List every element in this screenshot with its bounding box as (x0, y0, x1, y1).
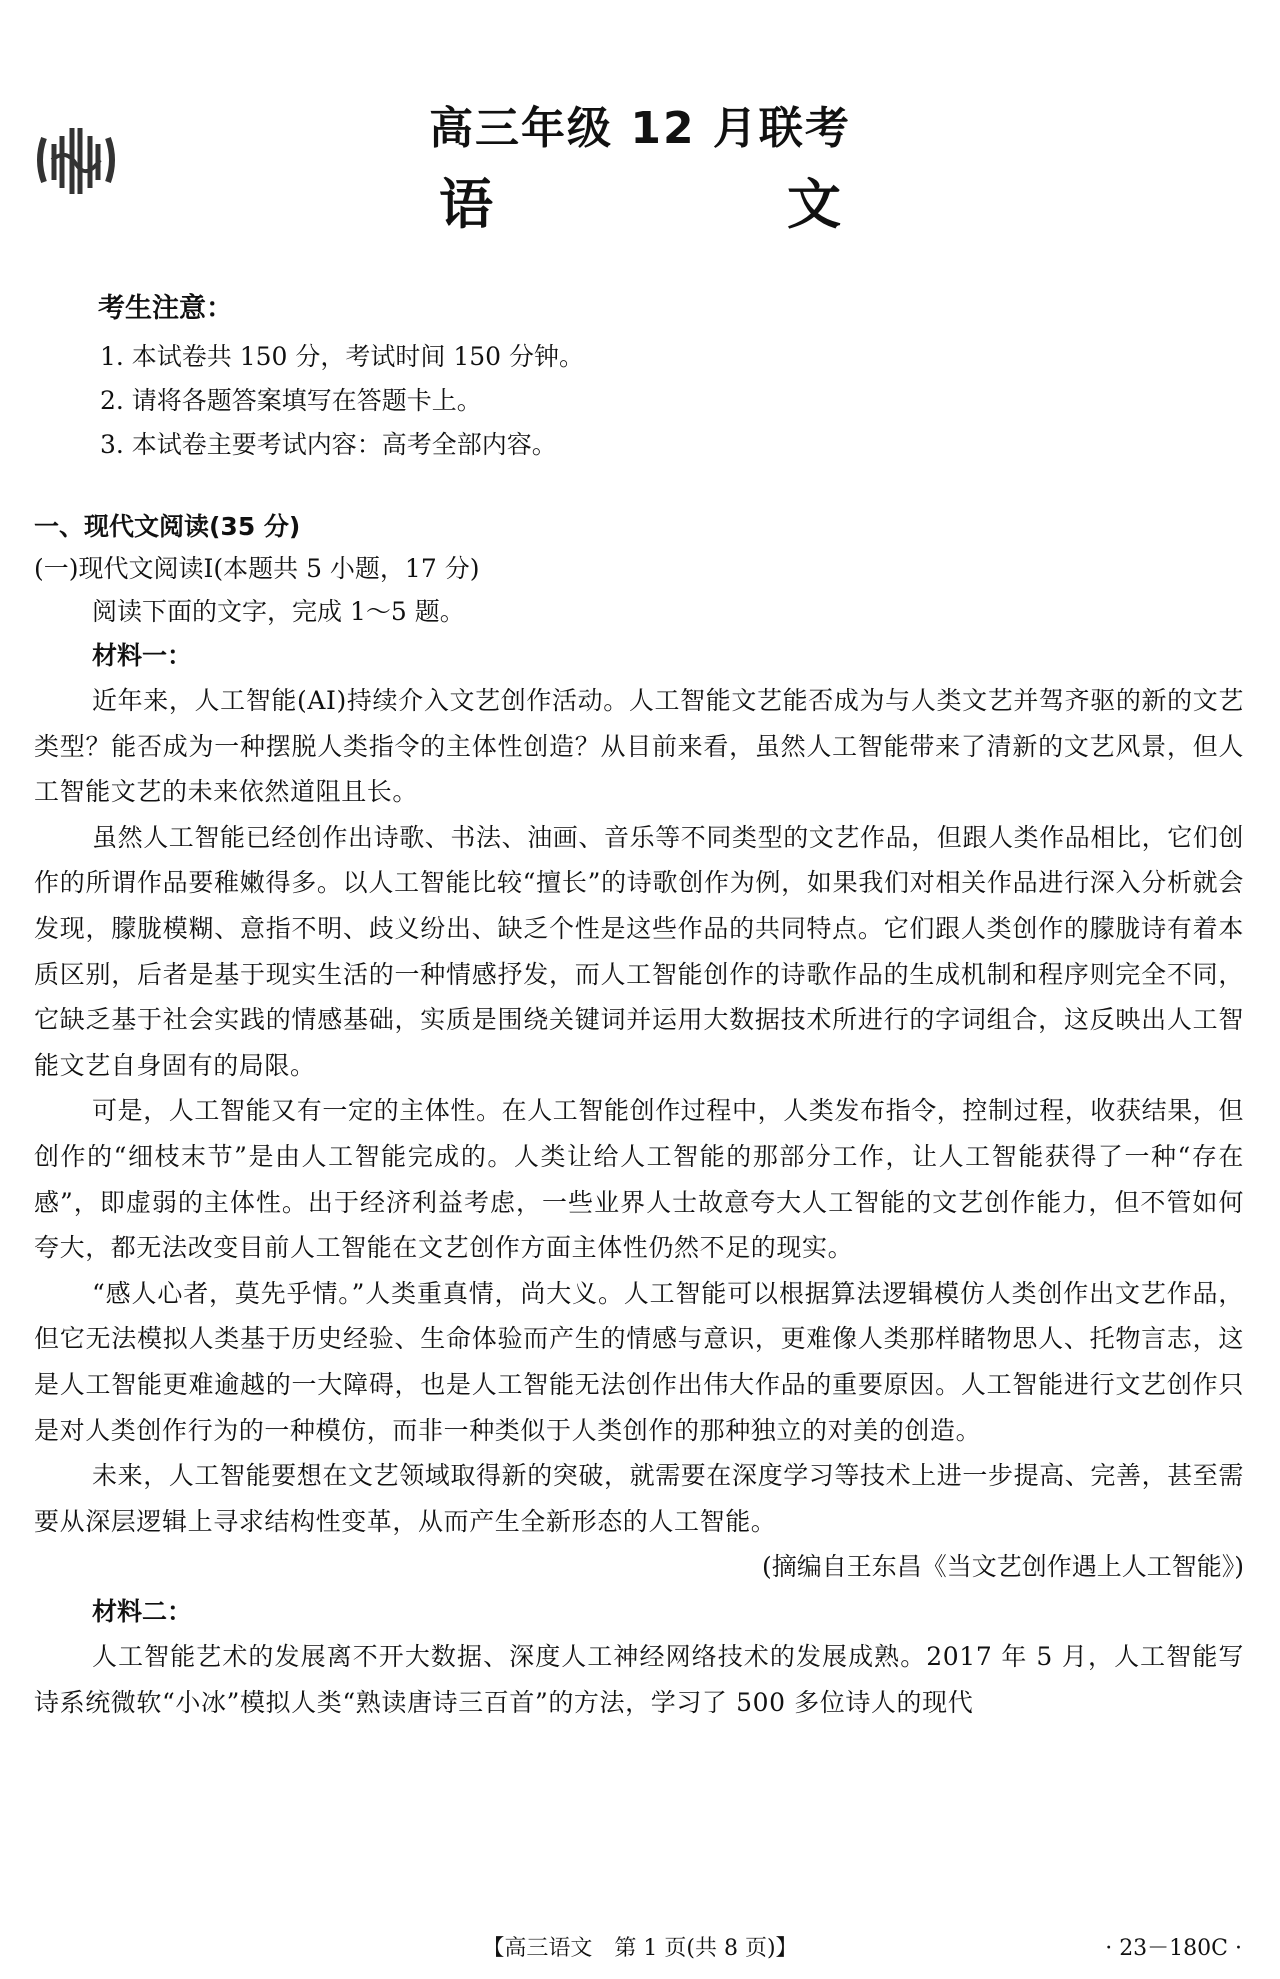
reading-section (34, 506, 1244, 1725)
exam-code: · 23－180C · (1105, 1936, 1242, 1961)
material-one-paragraph: “感人心者，莫先乎情。”人类重真情，尚大义。人工智能可以根据算法逻辑模仿人类创作出文艺作品，但它无法模拟人类基于历史经验、生命体验而产生的情感与意识，更难像人类那样睹物思人、托物言志，这是人工智能更难逾越的一大障碍，也是人工智能无法创作出伟大作品的重要原因。人工智能进行文艺创作只是对人类创作行为的一种模仿，而非一种类似于人类创作的那种独立的对美的创造。 (34, 1278, 1244, 1445)
material-one-label: 材料一： (92, 641, 193, 670)
material-one-source: (摘编自王东昌《当文艺创作遇上人工智能》) (761, 1552, 1244, 1582)
material-one-paragraph: 虽然人工智能已经创作出诗歌、书法、油画、音乐等不同类型的文艺作品，但跟人类作品相比，它们创作的所谓作品要稚嫩得多。以人工智能比较“擅长”的诗歌创作为例，如果我们对相关作品进行深入分析就会发现，朦胧模糊、意指不明、歧义纷出、缺乏个性是这些作品的共同特点。它们跟人类创作的朦胧诗有着本质区别，后者是基于现实生活的一种情感抒发，而人工智能创作的诗歌作品的生成机制和程序则完全不同，它缺乏基于社会实践的情感基础，实质是围绕关键词并运用大数据技术所进行的字词组合，这反映出人工智能文艺自身固有的局限。 (34, 822, 1245, 1080)
notice-item: 3. 本试卷主要考试内容：高考全部内容。 (100, 430, 557, 459)
material-two-paragraph: 人工智能艺术的发展离不开大数据、深度人工神经网络技术的发展成熟。2017 年 5 月，人工智能写诗系统微软“小冰”模拟人类“熟读唐诗三百首”的方法，学习了 500 多位诗人的现代 (34, 1642, 1244, 1717)
notice-item: 2. 请将各题答案填写在答题卡上。 (100, 386, 482, 415)
reading-instruction: 阅读下面的文字，完成 1～5 题。 (92, 597, 465, 626)
section-title: 一、现代文阅读(35 分) (34, 512, 301, 541)
notice-heading: 考生注意： (98, 293, 233, 324)
material-one-paragraph: 未来，人工智能要想在文艺领域取得新的突破，就需要在深度学习等技术上进一步提高、完善，甚至需要从深层逻辑上寻求结构性变革，从而产生全新形态的人工智能。 (34, 1461, 1245, 1536)
material-two-label: 材料二： (92, 1597, 193, 1627)
notice-item: 1. 本试卷共 150 分，考试时间 150 分钟。 (100, 342, 585, 371)
exam-title: 高三年级 12 月联考 (429, 103, 851, 154)
subject-title: 语 文 (439, 173, 961, 236)
page-number-label: 【高三语文 第 1 页(共 8 页)】 (482, 1936, 798, 1961)
subsection-title: (一)现代文阅读Ⅰ(本题共 5 小题，17 分) (34, 554, 480, 583)
material-one-paragraph: 可是，人工智能又有一定的主体性。在人工智能创作过程中，人类发布指令，控制过程，收获结果，但创作的“细枝末节”是由人工智能完成的。人类让给人工智能的那部分工作，让人工智能获得了一种“存在感”，即虚弱的主体性。出于经济利益考虑，一些业界人士故意夸大人工智能的文艺创作能力，但不管如何夸大，都无法改变目前人工智能在文艺创作方面主体性仍然不足的现实。 (34, 1096, 1245, 1263)
exam-notice (98, 286, 584, 467)
material-one-paragraph: 近年来，人工智能(AI)持续介入文艺创作活动。人工智能文艺能否成为与人类文艺并驾齐驱的新的文艺类型？能否成为一种摆脱人类指令的主体性创造？从目前来看，虽然人工智能带来了清新的文艺风景，但人工智能文艺的未来依然道阻且长。 (34, 686, 1244, 807)
